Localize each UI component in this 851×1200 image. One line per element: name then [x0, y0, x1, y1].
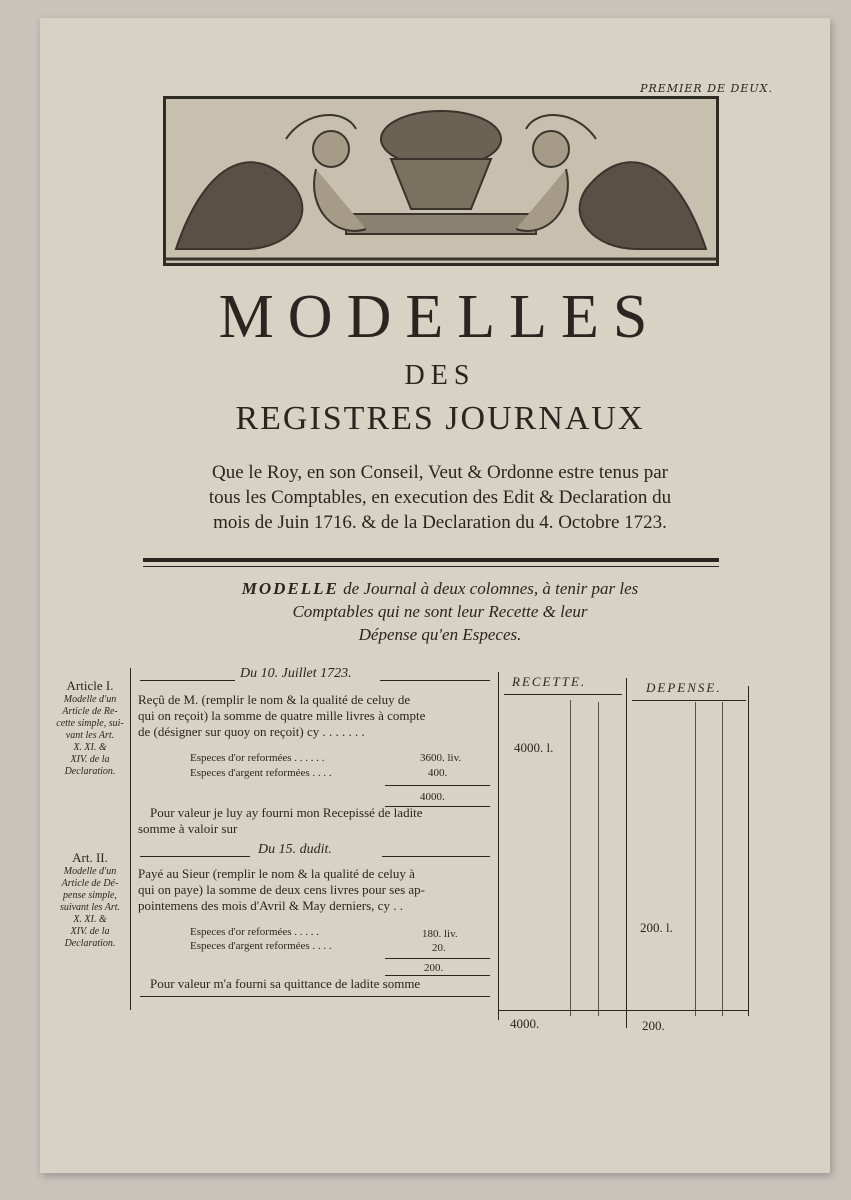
margin-note-head: Article I. [66, 678, 114, 693]
modelle-line: Dépense qu'en Especes. [358, 625, 522, 644]
species-label: Especes d'or reformées . . . . . [190, 926, 320, 938]
title-des: DES [404, 360, 476, 391]
header-rule [504, 694, 622, 695]
sum-rule [385, 958, 490, 959]
depense-total: 200. [642, 1018, 665, 1033]
decorative-vignette [163, 96, 719, 266]
subcolumn-rule [598, 702, 599, 1016]
entry-closing [150, 976, 495, 992]
closing-rule [140, 996, 490, 997]
column-header-recette: RECETTE. [512, 674, 587, 689]
modelle-line: Comptables qui ne sont leur Recette & leur [292, 602, 588, 621]
margin-note-line: Modelle d'un [63, 866, 117, 877]
header-rule [632, 700, 746, 701]
recette-total: 4000. [510, 1016, 540, 1031]
entry-line: pointemens des mois d'Avril & May derniers, cy . . [138, 898, 403, 913]
subcolumn-rule [570, 700, 571, 1016]
margin-rule [130, 668, 131, 1010]
modelle-heading [140, 577, 740, 646]
margin-note-line: pense simple, [63, 890, 117, 901]
margin-note-line: Article de Re- [62, 706, 118, 717]
entry-date: Du 15. dudit. [258, 842, 332, 857]
species-value: 400. [428, 767, 448, 779]
margin-note-line: X. XI. & [73, 914, 107, 925]
margin-note-line: Article de Dé- [61, 878, 119, 889]
entry-line: qui on paye) la somme de deux cens livres pour ses ap- [138, 882, 426, 897]
date-rule [140, 856, 250, 857]
entry-text [138, 866, 498, 914]
corner-label: PREMIER DE DEUX. [640, 82, 773, 95]
date-rule [140, 680, 235, 681]
date-rule [380, 680, 490, 681]
species-value: 20. [432, 942, 446, 954]
species-value: 3600. liv. [420, 752, 462, 764]
subcolumn-rule [722, 702, 723, 1016]
species-value: 180. liv. [422, 928, 458, 940]
subtitle-line: tous les Comptables, en execution des Edit & Declaration du [208, 487, 672, 508]
main-title: MODELLES [218, 283, 662, 351]
margin-note-line: vant les Art. [65, 730, 115, 741]
species-total: 200. [424, 962, 444, 974]
species-label: Especes d'argent reformées . . . . [190, 767, 332, 779]
sum-rule [385, 785, 490, 786]
subtitle-line: Que le Roy, en son Conseil, Veut & Ordonne estre tenus par [212, 462, 668, 483]
margin-note-article-1 [52, 680, 128, 778]
depense-amount: 200. l. [640, 920, 673, 935]
margin-note-line: Declaration. [64, 766, 116, 777]
margin-note-head: Art. II. [72, 850, 108, 865]
title-registres: REGISTRES JOURNAUX [235, 400, 645, 437]
column-header-depense: DEPENSE. [646, 680, 722, 695]
entry-line: Reçû de M. (remplir le nom & la qualité de celuy de [138, 692, 411, 707]
column-rule [626, 678, 627, 1028]
entry-date: Du 10. Juillet 1723. [240, 666, 352, 681]
entry-line: de (désigner sur quoy on reçoit) cy . . . . . . . [138, 724, 365, 739]
column-rule [498, 672, 499, 1020]
entry-closing [138, 805, 498, 837]
modelle-caps: MODELLE [241, 579, 339, 598]
margin-note-line: XIV. de la [70, 754, 110, 765]
subtitle [150, 460, 730, 535]
subtitle-line: mois de Juin 1716. & de la Declaration du 4. Octobre 1723. [213, 512, 667, 533]
date-rule [382, 856, 490, 857]
margin-note-line: cette simple, sui- [56, 718, 124, 729]
modelle-line: de Journal à deux colomnes, à tenir par les [338, 579, 639, 598]
total-rule [498, 1010, 748, 1011]
cherubs-urn-engraving [166, 99, 716, 263]
closing-line: Pour valeur je luy ay fourni mon Recepissé de ladite [150, 805, 423, 820]
divider-thin [143, 566, 719, 567]
entry-line: qui on reçoit) la somme de quatre mille livres à compte [138, 708, 426, 723]
divider-thick [143, 558, 719, 562]
entry-line: Payé au Sieur (remplir le nom & la qualité de celuy à [138, 866, 415, 881]
margin-note-article-2 [52, 852, 128, 950]
closing-line: somme à valoir sur [138, 821, 238, 836]
margin-note-line: suivant les Art. [59, 902, 121, 913]
margin-note-line: XIV. de la [70, 926, 110, 937]
recette-amount: 4000. l. [514, 740, 554, 755]
species-label: Especes d'or reformées . . . . . . [190, 752, 325, 764]
species-label: Especes d'argent reformées . . . . [190, 940, 332, 952]
species-total: 4000. [420, 791, 445, 803]
margin-note-line: X. XI. & [73, 742, 107, 753]
margin-note-line: Modelle d'un [63, 694, 117, 705]
column-rule [748, 686, 749, 1016]
margin-note-line: Declaration. [64, 938, 116, 949]
subcolumn-rule [695, 702, 696, 1016]
entry-text [138, 692, 498, 740]
closing-line: Pour valeur m'a fourni sa quittance de ladite somme [150, 976, 421, 991]
